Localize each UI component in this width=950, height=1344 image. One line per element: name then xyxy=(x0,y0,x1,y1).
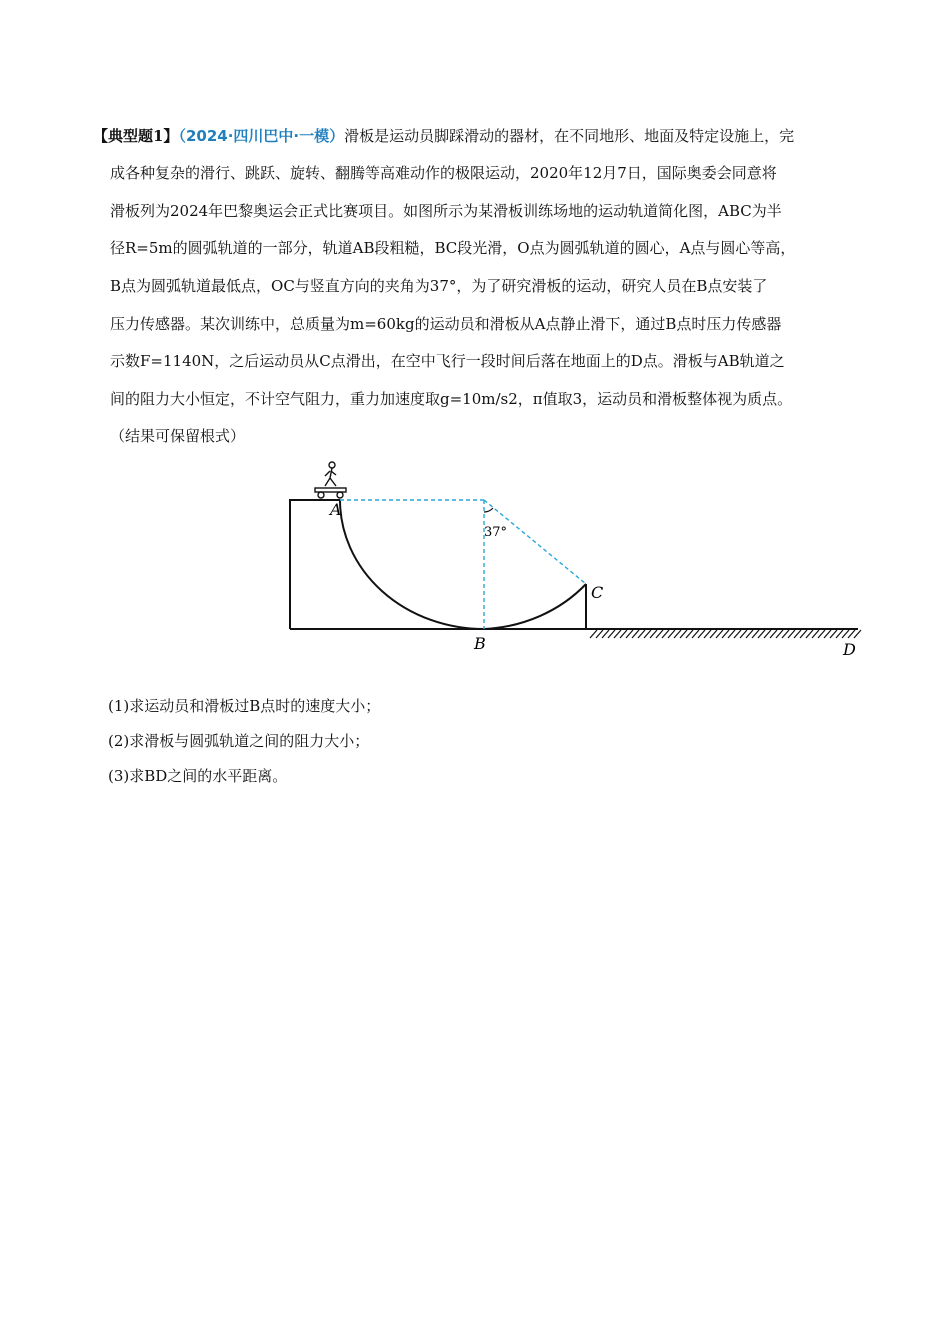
problem-source: （2024·四川巴中·一模） xyxy=(178,127,345,145)
problem-tag: 【典型题1】 xyxy=(93,127,179,145)
label-a: A xyxy=(330,500,342,519)
hatch-mark xyxy=(752,630,759,638)
problem-line-8: 间的阻力大小恒定，不计空气阻力，重力加速度取g=10m/s2，π值取3，运动员和滑板整体视为质点。 xyxy=(110,390,793,408)
hatch-mark xyxy=(848,630,855,638)
problem-line-1 xyxy=(93,124,794,148)
problem-line-7: 示数F=1140N，之后运动员从C点滑出，在空中飞行一段时间后落在地面上的D点。滑板与AB轨道之 xyxy=(110,352,785,370)
problem-line-5: B点为圆弧轨道最低点，OC与竖直方向的夹角为37°，为了研究滑板的运动，研究人员在B点安装了 xyxy=(110,277,768,295)
hatch-mark xyxy=(854,630,861,638)
hatch-mark xyxy=(812,630,819,638)
hatch-mark xyxy=(770,630,777,638)
hatch-mark xyxy=(746,630,753,638)
hatch-mark xyxy=(668,630,675,638)
angle-arc xyxy=(484,508,493,512)
hatch-mark xyxy=(818,630,825,638)
hatch-mark xyxy=(734,630,741,638)
problem-line-6: 压力传感器。某次训练中，总质量为m=60kg的运动员和滑板从A点静止滑下，通过B点时压力传感器 xyxy=(110,315,782,333)
hatch-mark xyxy=(620,630,627,638)
hatch-mark xyxy=(788,630,795,638)
angle-label: 37° xyxy=(484,525,508,540)
hatch-mark xyxy=(710,630,717,638)
hatch-mark xyxy=(716,630,723,638)
hatch-mark xyxy=(704,630,711,638)
hatch-mark xyxy=(638,630,645,638)
hatch-mark xyxy=(728,630,735,638)
label-b: B xyxy=(474,634,486,653)
hatch-mark xyxy=(644,630,651,638)
hatch-mark xyxy=(698,630,705,638)
hatch-mark xyxy=(800,630,807,638)
skateboarder-icon xyxy=(315,462,346,498)
hatch-mark xyxy=(776,630,783,638)
problem-line-4: 径R=5m的圆弧轨道的一部分，轨道AB段粗糙，BC段光滑，O点为圆弧轨道的圆心，A点与圆心等高， xyxy=(110,239,796,257)
hatch-mark xyxy=(662,630,669,638)
arc-track-abc xyxy=(340,500,586,629)
hatch-mark xyxy=(608,630,615,638)
problem-text: 滑板是运动员脚踩滑动的器材，在不同地形、地面及特定设施上，完 xyxy=(344,127,795,145)
left-platform xyxy=(290,500,340,629)
hatch-mark xyxy=(632,630,639,638)
hatch-mark xyxy=(782,630,789,638)
hatch-mark xyxy=(740,630,747,638)
hatch-mark xyxy=(794,630,801,638)
dashed-oc xyxy=(484,500,586,584)
label-d: D xyxy=(843,640,856,659)
ground-hatching xyxy=(590,630,861,638)
hatch-mark xyxy=(806,630,813,638)
hatch-mark xyxy=(650,630,657,638)
problem-line-3: 滑板列为2024年巴黎奥运会正式比赛项目。如图所示为某滑板训练场地的运动轨道简化图，ABC为半 xyxy=(110,202,782,220)
hatch-mark xyxy=(758,630,765,638)
question-3: (3)求BD之间的水平距离。 xyxy=(108,767,288,785)
problem-line-9: （结果可保留根式） xyxy=(110,427,246,445)
hatch-mark xyxy=(674,630,681,638)
problem-line-2: 成各种复杂的滑行、跳跃、旋转、翻腾等高难动作的极限运动，2020年12月7日，国际奥委会同意将 xyxy=(110,164,777,182)
helper-lines xyxy=(340,500,586,629)
track-diagram-svg xyxy=(280,455,870,665)
hatch-mark xyxy=(830,630,837,638)
hatch-mark xyxy=(626,630,633,638)
hatch-mark xyxy=(842,630,849,638)
hatch-mark xyxy=(596,630,603,638)
track-diagram xyxy=(280,455,870,665)
question-2: (2)求滑板与圆弧轨道之间的阻力大小； xyxy=(108,732,370,750)
hatch-mark xyxy=(590,630,597,638)
hatch-mark xyxy=(656,630,663,638)
hatch-mark xyxy=(836,630,843,638)
question-1: (1)求运动员和滑板过B点时的速度大小； xyxy=(108,697,381,715)
hatch-mark xyxy=(614,630,621,638)
hatch-mark xyxy=(692,630,699,638)
hatch-mark xyxy=(602,630,609,638)
hatch-mark xyxy=(686,630,693,638)
label-c: C xyxy=(591,583,604,602)
hatch-mark xyxy=(824,630,831,638)
hatch-mark xyxy=(722,630,729,638)
hatch-mark xyxy=(680,630,687,638)
hatch-mark xyxy=(764,630,771,638)
